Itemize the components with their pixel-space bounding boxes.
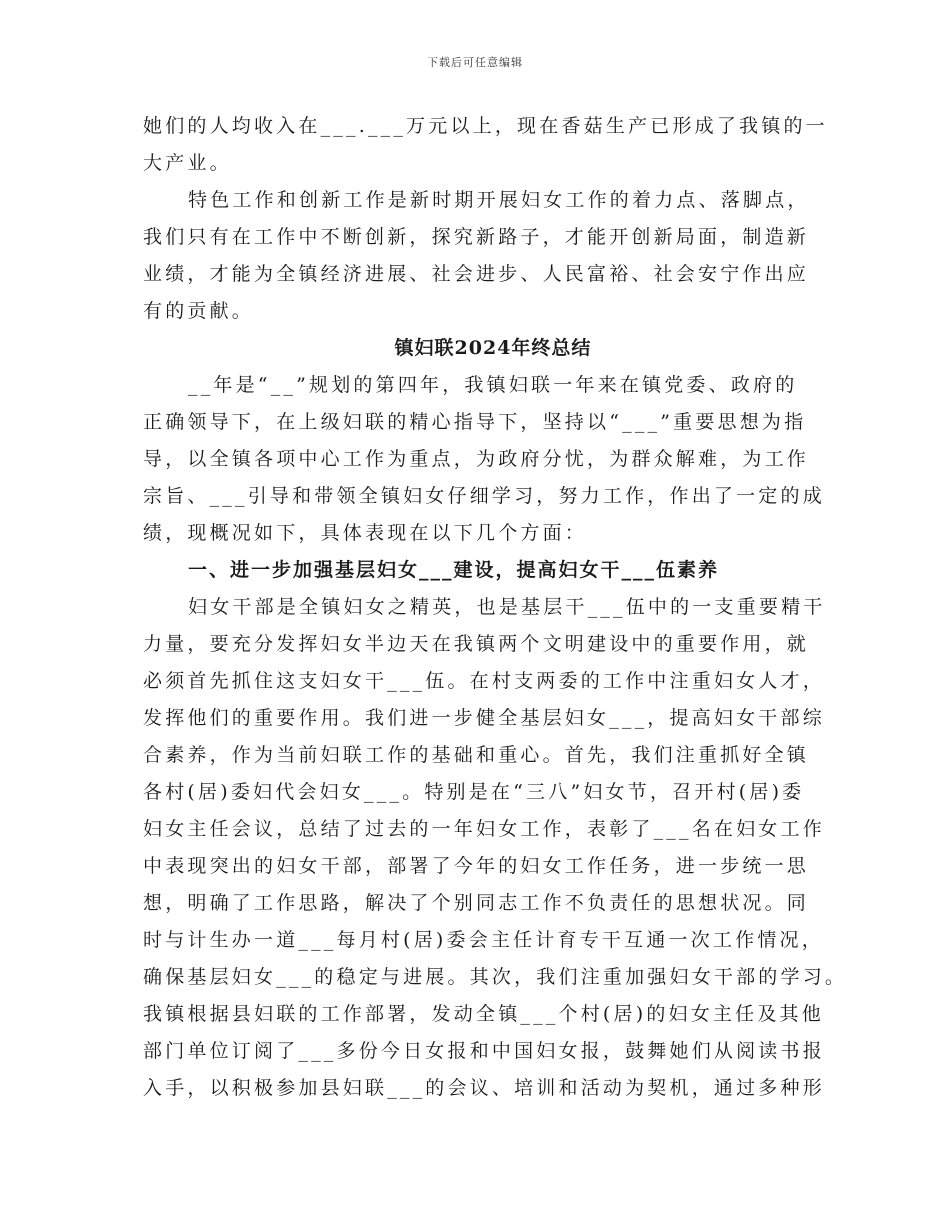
text-line: 时与计生办一道___每月村(居)委会主任计育专干互通一次工作情况，: [143, 929, 824, 951]
document-title: 镇妇联2024年终总结: [394, 337, 592, 359]
text-line: 特色工作和创新工作是新时期开展妇女工作的着力点、落脚点，: [188, 189, 810, 211]
text-line: 导，以全镇各项中心工作为重点，为政府分忧，为群众解难，为工作: [143, 448, 810, 470]
text-line: 大产业。: [143, 152, 232, 174]
text-line: 我们只有在工作中不断创新，探究新路子，才能开创新局面，制造新: [143, 226, 810, 248]
document-body: [143, 108, 848, 1107]
text-line: 妇女干部是全镇妇女之精英，也是基层干___伍中的一支重要精干: [188, 596, 826, 618]
section-heading: 一、进一步加强基层妇女___建设，提高妇女干___伍素养: [188, 559, 720, 581]
text-line: 业绩，才能为全镇经济进展、社会进步、人民富裕、社会安宁作出应: [143, 263, 810, 285]
text-line: 有的贡献。: [143, 300, 255, 322]
text-line: 她们的人均收入在___.___万元以上，现在香菇生产已形成了我镇的一: [143, 115, 828, 137]
text-line: 绩，现概况如下，具体表现在以下几个方面：: [143, 522, 588, 544]
text-line: 妇女主任会议，总结了过去的一年妇女工作，表彰了___名在妇女工作: [143, 818, 825, 840]
text-line: 必须首先抓住这支妇女干___伍。在村支两委的工作中注重妇女人才，: [143, 670, 825, 692]
text-line: 正确领导下，在上级妇联的精心指导下，坚持以“___”重要思想为指: [143, 411, 807, 433]
text-line: 力量，要充分发挥妇女半边天在我镇两个文明建设中的重要作用，就: [143, 633, 810, 655]
text-line: 确保基层妇女___的稳定与进展。其次，我们注重加强妇女干部的学习。: [143, 966, 848, 988]
text-line: 想，明确了工作思路，解决了个别同志工作不负责任的思想状况。同: [143, 892, 810, 914]
text-line: 入手，以积极参加县妇联___的会议、培训和活动为契机，通过多种形: [143, 1077, 825, 1099]
text-line: __年是“__”规划的第四年，我镇妇联一年来在镇党委、政府的: [188, 374, 798, 396]
text-line: 宗旨、___引导和带领全镇妇女仔细学习，努力工作，作出了一定的成: [143, 485, 825, 507]
text-line: 各村(居)委妇代会妇女___。特别是在“三八”妇女节，召开村(居)委: [143, 781, 805, 803]
text-line: 我镇根据县妇联的工作部署，发动全镇___个村(居)的妇女主任及其他: [143, 1003, 824, 1025]
text-line: 合素养，作为当前妇联工作的基础和重心。首先，我们注重抓好全镇: [143, 744, 810, 766]
text-line: 部门单位订阅了___多份今日女报和中国妇女报，鼓舞她们从阅读书报: [143, 1040, 825, 1062]
text-line: 中表现突出的妇女干部，部署了今年的妇女工作任务，进一步统一思: [143, 855, 810, 877]
text-line: 发挥他们的重要作用。我们进一步健全基层妇女___，提高妇女干部综: [143, 707, 825, 729]
header-note: 下载后可任意编辑: [427, 56, 523, 69]
